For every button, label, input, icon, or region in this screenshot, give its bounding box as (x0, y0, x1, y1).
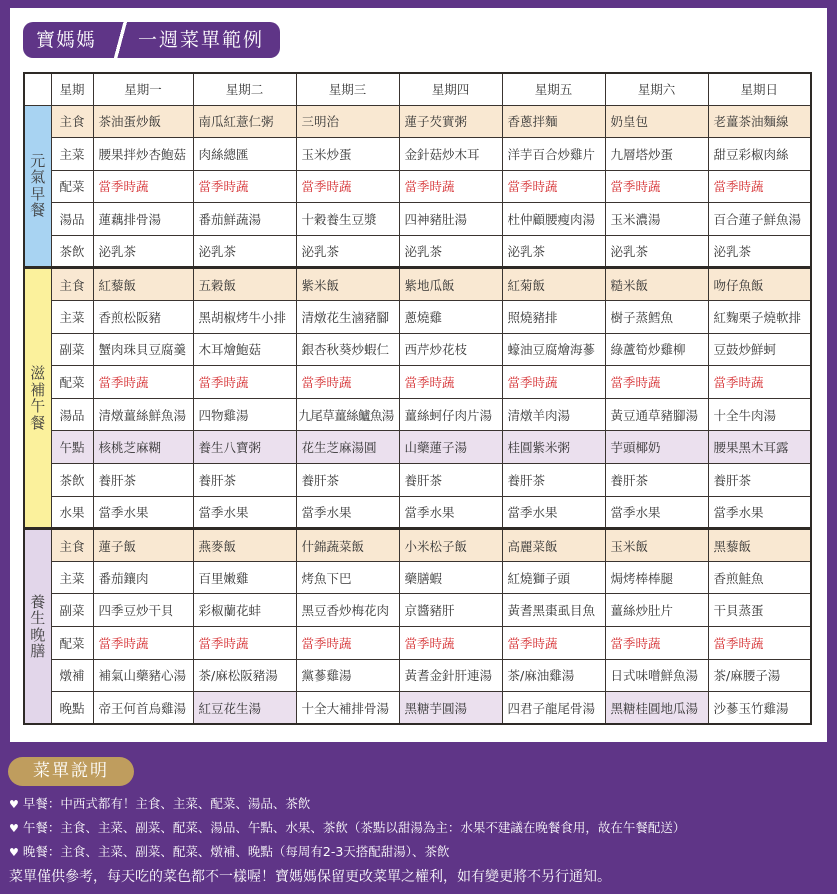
day-header: 星期三 (296, 73, 399, 105)
day-header: 星期五 (502, 73, 605, 105)
heart-icon: ♥ (9, 846, 19, 859)
note-text: 午餐：主食、主菜、副菜、配菜、湯品、午點、水果、茶飲（茶點以甜湯為主：水果不建議在晚餐食用，故在午餐配送） (22, 820, 686, 835)
menu-cell: 五穀飯 (193, 268, 296, 301)
menu-cell: 高麗菜飯 (502, 529, 605, 562)
section-char: 滋 (30, 364, 46, 383)
menu-cell: 銀杏秋葵炒蝦仁 (296, 333, 399, 366)
menu-cell: 清燉羊肉湯 (502, 398, 605, 431)
table-row (24, 268, 811, 301)
row-label: 水果 (51, 496, 93, 529)
menu-cell: 當季水果 (708, 496, 811, 529)
menu-cell: 紫米飯 (296, 268, 399, 301)
notes-section (9, 792, 685, 888)
menu-cell: 花生芝麻湯圓 (296, 431, 399, 464)
menu-cell: 干貝蒸蛋 (708, 594, 811, 627)
menu-cell: 木耳燴鮑菇 (193, 333, 296, 366)
note-item-dinner (9, 840, 685, 864)
row-label: 晚點 (51, 692, 93, 725)
menu-cell: 茶/麻腰子湯 (708, 659, 811, 692)
menu-cell: 芋頭椰奶 (605, 431, 708, 464)
menu-cell-seasonal: 當季時蔬 (605, 366, 708, 399)
section-char: 生 (30, 609, 46, 628)
section-header-blank (24, 73, 51, 105)
menu-cell: 玉米炒蛋 (296, 138, 399, 171)
menu-cell: 補氣山藥豬心湯 (93, 659, 193, 692)
row-label: 配菜 (51, 170, 93, 203)
menu-cell-sweet: 黑糖桂圓地瓜湯 (605, 692, 708, 725)
menu-cell: 藥膳蝦 (399, 561, 502, 594)
menu-cell: 養肝茶 (708, 464, 811, 497)
menu-cell: 腰果拌炒杏鮑菇 (93, 138, 193, 171)
header-row (24, 73, 811, 105)
menu-cell: 清燉花生滷豬腳 (296, 301, 399, 334)
menu-cell: 紅燒獅子頭 (502, 561, 605, 594)
menu-cell: 玉米濃湯 (605, 203, 708, 236)
row-label: 配菜 (51, 627, 93, 660)
menu-cell-seasonal: 當季時蔬 (502, 627, 605, 660)
table-row (24, 561, 811, 594)
table-row (24, 203, 811, 236)
menu-cell: 香煎松阪豬 (93, 301, 193, 334)
menu-cell: 甜豆彩椒肉絲 (708, 138, 811, 171)
menu-cell-seasonal: 當季時蔬 (605, 170, 708, 203)
notes-footnote: 菜單僅供參考，每天吃的菜色都不一樣喔！寶媽媽保留更改菜單之權利，如有變更將不另行通知。 (9, 869, 611, 885)
table-row (24, 333, 811, 366)
menu-cell: 四神豬肚湯 (399, 203, 502, 236)
menu-cell: 桂圓紫米粥 (502, 431, 605, 464)
menu-cell: 泌乳茶 (296, 235, 399, 268)
menu-cell: 當季水果 (605, 496, 708, 529)
menu-cell: 蟹肉珠貝豆腐羹 (93, 333, 193, 366)
menu-cell: 當季水果 (93, 496, 193, 529)
table-row (24, 627, 811, 660)
note-text: 早餐：中西式都有！主食、主菜、配菜、湯品、茶飲 (22, 796, 311, 811)
row-label: 副菜 (51, 594, 93, 627)
section-char: 元 (30, 151, 46, 170)
menu-cell: 紫地瓜飯 (399, 268, 502, 301)
menu-cell-sweet: 紅豆花生湯 (193, 692, 296, 725)
day-header: 星期日 (708, 73, 811, 105)
menu-cell: 養肝茶 (93, 464, 193, 497)
menu-cell: 十全大補排骨湯 (296, 692, 399, 725)
menu-cell: 當季水果 (502, 496, 605, 529)
menu-cell: 茶/麻油雞湯 (502, 659, 605, 692)
note-item-lunch (9, 816, 685, 840)
menu-cell: 養肝茶 (502, 464, 605, 497)
section-label-breakfast (24, 105, 51, 268)
table-row (24, 170, 811, 203)
menu-cell: 百里嫩雞 (193, 561, 296, 594)
menu-cell: 綠蘆筍炒雞柳 (605, 333, 708, 366)
section-label-dinner (24, 529, 51, 725)
menu-cell-seasonal: 當季時蔬 (193, 366, 296, 399)
row-label: 主菜 (51, 561, 93, 594)
row-label: 午點 (51, 431, 93, 464)
menu-cell: 蠔油豆腐燴海蔘 (502, 333, 605, 366)
menu-cell: 黃耆金針肝連湯 (399, 659, 502, 692)
brand-label: 寶媽媽 (23, 22, 114, 58)
menu-cell: 紅藜飯 (93, 268, 193, 301)
weekly-menu-table (23, 72, 812, 725)
menu-cell: 蔥燒雞 (399, 301, 502, 334)
menu-cell: 黑豆香炒梅花肉 (296, 594, 399, 627)
note-item-breakfast (9, 792, 685, 816)
menu-cell: 黃豆通草豬腳湯 (605, 398, 708, 431)
menu-cell: 養肝茶 (193, 464, 296, 497)
section-char: 養 (30, 592, 46, 611)
menu-cell-seasonal: 當季時蔬 (399, 627, 502, 660)
menu-cell: 紅麴栗子燒軟排 (708, 301, 811, 334)
menu-cell: 豆鼓炒鮮蚵 (708, 333, 811, 366)
menu-cell: 黨蔘雞湯 (296, 659, 399, 692)
menu-cell-seasonal: 當季時蔬 (93, 170, 193, 203)
row-label: 配菜 (51, 366, 93, 399)
menu-cell: 黑藜飯 (708, 529, 811, 562)
menu-cell: 蓮子芡實粥 (399, 105, 502, 138)
menu-cell: 百合蓮子鮮魚湯 (708, 203, 811, 236)
menu-cell: 香蔥拌麵 (502, 105, 605, 138)
menu-cell: 十穀養生豆漿 (296, 203, 399, 236)
table-row (24, 301, 811, 334)
menu-cell-seasonal: 當季時蔬 (93, 366, 193, 399)
section-char: 氣 (30, 168, 46, 187)
menu-cell: 養肝茶 (399, 464, 502, 497)
menu-cell-seasonal: 當季時蔬 (296, 366, 399, 399)
table-row (24, 496, 811, 529)
menu-cell: 燕麥飯 (193, 529, 296, 562)
menu-cell-seasonal: 當季時蔬 (502, 366, 605, 399)
menu-cell: 蓮子飯 (93, 529, 193, 562)
table-row (24, 235, 811, 268)
menu-cell: 奶皇包 (605, 105, 708, 138)
heart-icon: ♥ (9, 822, 19, 835)
menu-cell-seasonal: 當季時蔬 (708, 366, 811, 399)
menu-cell: 泌乳茶 (605, 235, 708, 268)
row-label: 燉補 (51, 659, 93, 692)
menu-cell: 吻仔魚飯 (708, 268, 811, 301)
menu-cell-seasonal: 當季時蔬 (296, 627, 399, 660)
menu-cell: 南瓜紅薏仁粥 (193, 105, 296, 138)
menu-cell: 糙米飯 (605, 268, 708, 301)
day-header: 星期二 (193, 73, 296, 105)
table-row (24, 105, 811, 138)
menu-cell: 日式味噌鮮魚湯 (605, 659, 708, 692)
menu-cell-seasonal: 當季時蔬 (708, 627, 811, 660)
table-row (24, 659, 811, 692)
menu-cell: 九尾草薑絲鱸魚湯 (296, 398, 399, 431)
table-row (24, 398, 811, 431)
menu-cell: 山藥蓮子湯 (399, 431, 502, 464)
menu-cell: 肉絲總匯 (193, 138, 296, 171)
header-day-label: 星期 (51, 73, 93, 105)
table-row (24, 529, 811, 562)
menu-cell: 番茄鑲肉 (93, 561, 193, 594)
notes-title: 菜單說明 (8, 757, 134, 786)
menu-cell: 帝王何首烏雞湯 (93, 692, 193, 725)
row-label: 主菜 (51, 301, 93, 334)
menu-cell: 泌乳茶 (502, 235, 605, 268)
table-row (24, 594, 811, 627)
menu-cell: 老薑茶油麵線 (708, 105, 811, 138)
menu-cell: 蓮藕排骨湯 (93, 203, 193, 236)
menu-cell: 養肝茶 (605, 464, 708, 497)
table-row (24, 138, 811, 171)
menu-cell: 泌乳茶 (708, 235, 811, 268)
menu-cell: 西芹炒花枝 (399, 333, 502, 366)
menu-cell-seasonal: 當季時蔬 (399, 366, 502, 399)
day-header: 星期六 (605, 73, 708, 105)
page-title (23, 22, 280, 58)
menu-cell: 照燒豬排 (502, 301, 605, 334)
section-char: 餐 (30, 201, 46, 220)
menu-cell: 養肝茶 (296, 464, 399, 497)
menu-cell: 當季水果 (296, 496, 399, 529)
menu-cell: 泌乳茶 (93, 235, 193, 268)
menu-cell: 黑胡椒烤牛小排 (193, 301, 296, 334)
menu-cell: 十全牛肉湯 (708, 398, 811, 431)
menu-cell: 烤魚下巴 (296, 561, 399, 594)
menu-cell: 杜仲顧腰瘦肉湯 (502, 203, 605, 236)
menu-panel (10, 8, 827, 742)
heart-icon: ♥ (9, 798, 19, 811)
menu-cell: 當季水果 (399, 496, 502, 529)
menu-cell-seasonal: 當季時蔬 (193, 627, 296, 660)
menu-cell: 金針菇炒木耳 (399, 138, 502, 171)
menu-cell: 小米松子飯 (399, 529, 502, 562)
menu-cell: 焗烤棒棒腿 (605, 561, 708, 594)
table-row (24, 464, 811, 497)
menu-cell: 彩椒蘭花蚌 (193, 594, 296, 627)
section-char: 午 (30, 397, 46, 416)
row-label: 主菜 (51, 138, 93, 171)
menu-cell: 黃耆黑棗虱目魚 (502, 594, 605, 627)
menu-cell: 四物雞湯 (193, 398, 296, 431)
menu-cell: 泌乳茶 (399, 235, 502, 268)
section-char: 餐 (30, 413, 46, 432)
day-header: 星期一 (93, 73, 193, 105)
title-divider (114, 22, 128, 58)
menu-cell: 四君子龍尾骨湯 (502, 692, 605, 725)
menu-cell-seasonal: 當季時蔬 (93, 627, 193, 660)
table-row (24, 366, 811, 399)
menu-cell: 清燉薑絲鮮魚湯 (93, 398, 193, 431)
row-label: 湯品 (51, 203, 93, 236)
menu-cell: 茶油蛋炒飯 (93, 105, 193, 138)
menu-cell: 茶/麻松阪豬湯 (193, 659, 296, 692)
menu-cell-sweet: 黑糖芋圓湯 (399, 692, 502, 725)
row-label: 主食 (51, 529, 93, 562)
menu-cell-seasonal: 當季時蔬 (708, 170, 811, 203)
menu-cell-seasonal: 當季時蔬 (193, 170, 296, 203)
title-label: 一週菜單範例 (128, 22, 280, 58)
menu-cell: 腰果黑木耳露 (708, 431, 811, 464)
section-label-lunch (24, 268, 51, 529)
menu-cell: 當季水果 (193, 496, 296, 529)
menu-cell: 三明治 (296, 105, 399, 138)
menu-cell: 九層塔炒蛋 (605, 138, 708, 171)
row-label: 茶飲 (51, 464, 93, 497)
section-char: 早 (30, 184, 46, 203)
note-text: 晚餐：主食、主菜、副菜、配菜、燉補、晚點（每周有2-3天搭配甜湯）、茶飲 (22, 844, 450, 859)
menu-cell-seasonal: 當季時蔬 (296, 170, 399, 203)
menu-cell-seasonal: 當季時蔬 (502, 170, 605, 203)
menu-cell: 京醬豬肝 (399, 594, 502, 627)
menu-cell: 什錦蔬菜飯 (296, 529, 399, 562)
menu-cell: 番茄鮮蔬湯 (193, 203, 296, 236)
table-row (24, 431, 811, 464)
menu-cell: 洋芋百合炒雞片 (502, 138, 605, 171)
row-label: 湯品 (51, 398, 93, 431)
menu-cell: 香煎鮭魚 (708, 561, 811, 594)
menu-cell: 玉米飯 (605, 529, 708, 562)
day-header: 星期四 (399, 73, 502, 105)
section-char: 補 (30, 380, 46, 399)
row-label: 主食 (51, 105, 93, 138)
menu-cell: 核桃芝麻糊 (93, 431, 193, 464)
menu-cell: 樹子蒸鱈魚 (605, 301, 708, 334)
menu-cell: 沙蔘玉竹雞湯 (708, 692, 811, 725)
row-label: 茶飲 (51, 235, 93, 268)
row-label: 副菜 (51, 333, 93, 366)
section-char: 晚 (30, 625, 46, 644)
menu-cell: 薑絲蚵仔肉片湯 (399, 398, 502, 431)
section-char: 膳 (30, 642, 46, 661)
table-row (24, 692, 811, 725)
row-label: 主食 (51, 268, 93, 301)
menu-cell: 紅菊飯 (502, 268, 605, 301)
menu-cell-seasonal: 當季時蔬 (605, 627, 708, 660)
menu-cell-seasonal: 當季時蔬 (399, 170, 502, 203)
menu-cell: 養生八寶粥 (193, 431, 296, 464)
menu-cell: 薑絲炒肚片 (605, 594, 708, 627)
menu-cell: 泌乳茶 (193, 235, 296, 268)
menu-cell: 四季豆炒干貝 (93, 594, 193, 627)
